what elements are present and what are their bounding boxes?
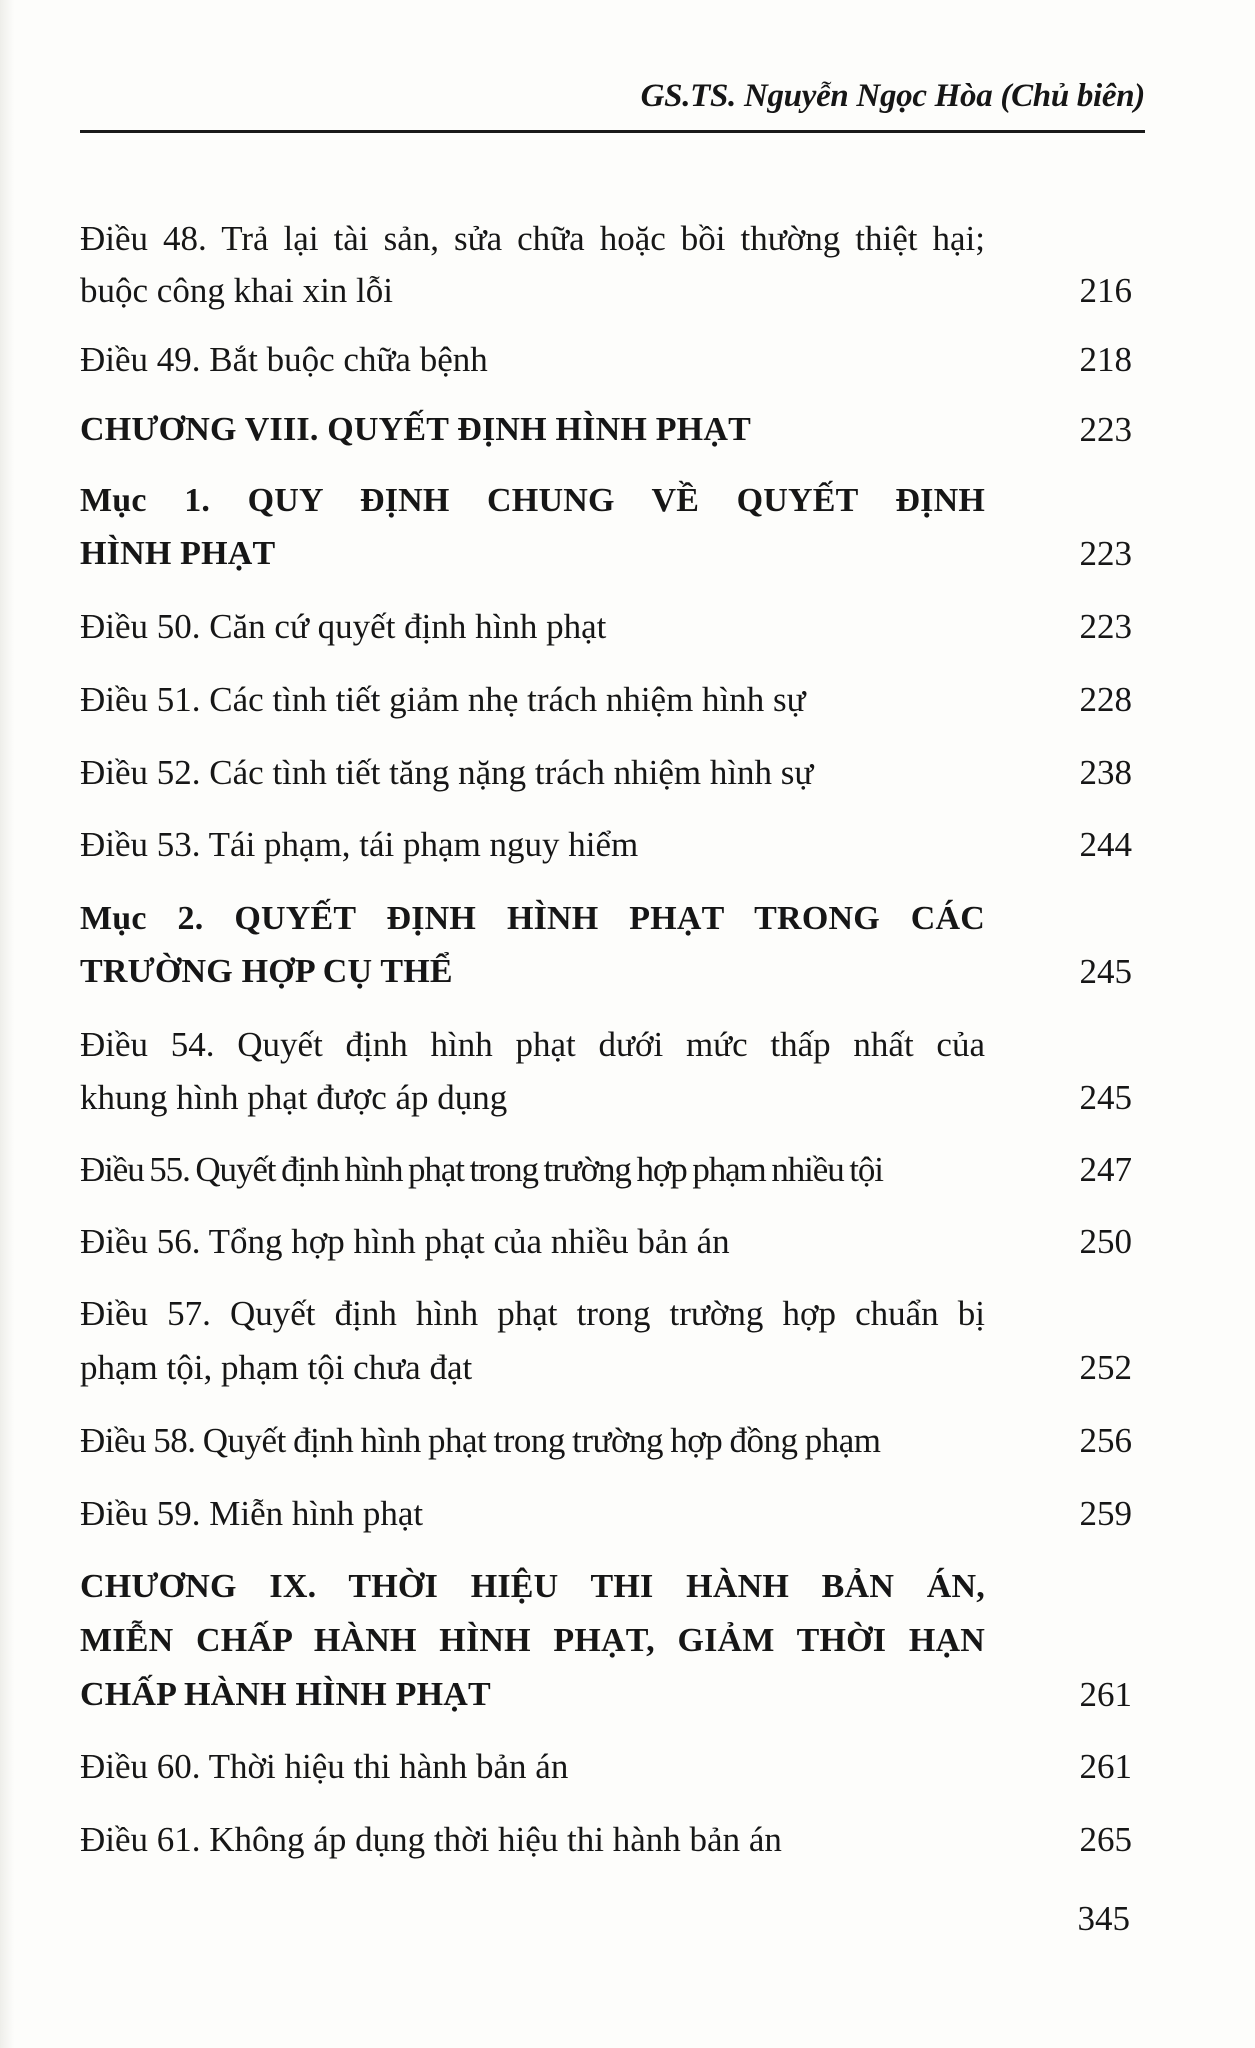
toc-entry-text: Điều 60. Thời hiệu thi hành bản án [80, 1747, 569, 1786]
toc-entry-text: Điều 49. Bắt buộc chữa bệnh [80, 340, 488, 379]
page-number: 345 [1077, 1899, 1130, 1938]
toc-entry-page: 223 [1079, 410, 1132, 449]
toc-entry-page: 261 [1079, 1747, 1132, 1786]
toc-entry-text: Điều 50. Căn cứ quyết định hình phạt [80, 607, 607, 646]
toc-entry-page: 245 [1079, 1078, 1132, 1117]
toc-entry-page: 250 [1079, 1222, 1132, 1261]
toc-entry-text: Điều 55. Quyết định hình phạt trong trường hợp phạm nhiều tội [80, 1150, 883, 1189]
toc-entry-page: 261 [1079, 1675, 1132, 1714]
toc-entry-page: 265 [1079, 1820, 1132, 1859]
toc-entry-text-continued: phạm tội, phạm tội chưa đạt [80, 1348, 473, 1387]
toc-entry-page: 223 [1079, 607, 1132, 646]
toc-entry-page: 238 [1079, 753, 1132, 792]
toc-entry-page: 216 [1079, 271, 1132, 310]
toc-entry-text: Điều 59. Miễn hình phạt [80, 1494, 424, 1533]
toc-entry-text: Điều 56. Tổng hợp hình phạt của nhiều bản án [80, 1222, 730, 1261]
toc-entry-text: Mục 2. QUYẾT ĐỊNH HÌNH PHẠT TRONG CÁC [80, 900, 985, 937]
toc-entry-page: 245 [1079, 952, 1132, 991]
toc-entry-text: Mục 1. QUY ĐỊNH CHUNG VỀ QUYẾT ĐỊNH [80, 482, 985, 519]
toc-entry-page: 228 [1079, 680, 1132, 719]
toc-entry-text-continued: CHẤP HÀNH HÌNH PHẠT [80, 1676, 491, 1713]
toc-entry-text: Điều 53. Tái phạm, tái phạm nguy hiểm [80, 825, 639, 864]
toc-entry-page: 223 [1079, 534, 1132, 573]
toc-entry-page: 256 [1079, 1421, 1132, 1460]
scan-edge-shadow [0, 0, 14, 2048]
toc-entry-text-continued: MIỄN CHẤP HÀNH HÌNH PHẠT, GIẢM THỜI HẠN [80, 1622, 985, 1659]
toc-entry-page: 218 [1079, 340, 1132, 379]
running-header: GS.TS. Nguyễn Ngọc Hòa (Chủ biên) [640, 78, 1145, 114]
toc-entry-text: CHƯƠNG VIII. QUYẾT ĐỊNH HÌNH PHẠT [80, 411, 751, 448]
toc-entry-page: 247 [1079, 1150, 1132, 1189]
toc-entry-text-continued: TRƯỜNG HỢP CỤ THỂ [80, 953, 453, 990]
header-rule [80, 130, 1145, 133]
toc-entry-text: CHƯƠNG IX. THỜI HIỆU THI HÀNH BẢN ÁN, [80, 1568, 985, 1605]
toc-entry-text: Điều 61. Không áp dụng thời hiệu thi hành bản án [80, 1820, 782, 1859]
toc-entry-text: Điều 51. Các tình tiết giảm nhẹ trách nhiệm hình sự [80, 680, 806, 719]
toc-entry-text-continued: khung hình phạt được áp dụng [80, 1078, 508, 1117]
toc-entry-page: 259 [1079, 1494, 1132, 1533]
toc-entry-text-continued: HÌNH PHẠT [80, 535, 276, 572]
toc-entry-text-continued: buộc công khai xin lỗi [80, 271, 394, 310]
toc-entry-text: Điều 54. Quyết định hình phạt dưới mức thấp nhất của [80, 1025, 985, 1064]
toc-entry-page: 252 [1079, 1348, 1132, 1387]
toc-entry-text: Điều 52. Các tình tiết tăng nặng trách nhiệm hình sự [80, 753, 814, 792]
toc-entry-text: Điều 58. Quyết định hình phạt trong trường hợp đồng phạm [80, 1421, 881, 1460]
toc-entry-text: Điều 57. Quyết định hình phạt trong trường hợp chuẩn bị [80, 1294, 985, 1333]
toc-entry-page: 244 [1079, 825, 1132, 864]
toc-entry-text: Điều 48. Trả lại tài sản, sửa chữa hoặc bồi thường thiệt hại; [80, 219, 985, 258]
